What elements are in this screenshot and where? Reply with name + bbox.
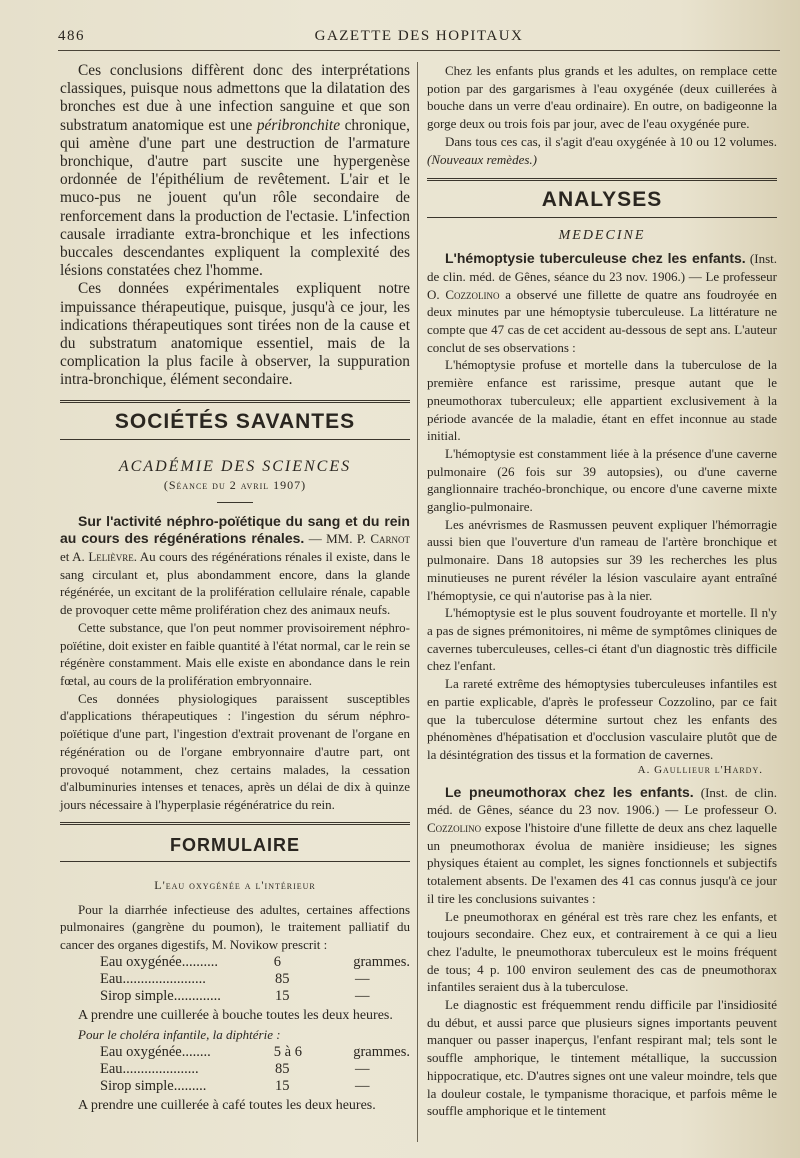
recipe-row: Eau oxygénée.......... 6 grammes. [100,953,410,970]
journal-title: GAZETTE DES HOPITAUX [314,28,524,44]
subsection-academie: ACADÉMIE DES SCIENCES [118,457,352,475]
recipe-row: Sirop simple......... 15 — [100,1078,370,1095]
continued-paragraph-2: Dans tous ces cas, il s'agit d'eau oxygénée à 10 ou 12 volumes. (Nouveaux remèdes.) [427,133,777,167]
article-nephropoietique: Sur l'activité néphro-poïétique du sang et du rein au cours des régénérations rénales. — MM. P. Carnot et A. Lelièvre. Au cours des régénérations rénales il existe, dans le sang circulant et, plus abondamment encore, dans la glande régénérée, un excitant de la prolifération cellulaire rénale, capable de provoquer cette même prolifération chez des animaux neufs. [60,512,410,618]
recipe-row: Eau..................... 85 — [100,1061,370,1078]
continued-paragraph: Chez les enfants plus grands et les adultes, on remplace cette potion par des gargarismes à l'eau oxygénée (deux cuillerées à bouche dans un verre d'eau ordinaire). En outre, on badigeonne la gorge deux ou trois fois par jour, avec de l'eau oxygénée pure. [427,63,777,132]
recipe-row: Eau....................... 85 — [100,970,370,987]
section-heading-societes: SOCIÉTÉS SAVANTES [114,409,356,433]
analysis-paragraph: La rareté extrême des hémoptysies tuberculeuses infantiles est en partie explicable, d'après le professeur Cozzolino, par ce fait que la tuberculose détermine surtout chez les enfants des phénomènes d'hépatisation et d'occlusion vasculaire plutôt que de la désintégration des tissus et la formation de cavernes. [427,676,777,762]
analysis-paragraph: Le diagnostic est fréquemment rendu difficile par l'insidiosité du début, et aussi parce que plusieurs signes importants peuvent manquer ou passer inaperçus, l'enfant respirant mal; tels sont le souffle amphorique, le tintement métallique, la succussion hippocratique, etc. D'autres signes ont une valeur moindre, tels que la douleur costale, le tympanisme thoracique, et parfois même le souffle amphorique et le tintement [427,997,777,1119]
subsection-medecine: MEDECINE [558,228,646,244]
article-paragraph: Cette substance, que l'on peut nommer provisoirement néphro-poïétine, doit exister en faible quantité à l'état normal, car le rein se régénère constamment. Mais elle existe en abondance dans le rein fœtal, au cours de la prolifération embryonnaire. [60,619,410,688]
analysis-pneumothorax: Le pneumothorax chez les enfants. (Inst. de clin. méd. de Gênes, séance du 23 nov. 1906.) — Le professeur O. Cozzolino expose l'histoire d'une fillette de deux ans chez laquelle un pneumothorax évolua de manière insidieuse; les signes physiques étaient au complet, les signes fonctionnels et subjectifs totalement absents. De l'examen des 41 cas connus jusqu'à ce jour il tire les conclusions suivantes : [427,783,778,906]
section-rule [60,822,410,825]
section-heading-analyses: ANALYSES [541,188,663,212]
article-paragraph: Ces données physiologiques paraissent susceptibles d'applications thérapeutiques : l'ingestion du sérum néphro-poïétique d'une part, l'ingestion d'extrait provenant de l'organe en régénération ou de l'organe embryonnaire d'autre part, ont provoqué notamment, chez certains malades, la cessation d'albuminuries intenses et tenaces, après un délai de dix à quinze jours nécessaire à l'hyperplasie régénératrice du rein. [60,690,410,812]
formula-title: L'eau oxygénée a l'intérieur [154,877,316,892]
column-divider [417,62,418,1142]
seance-date: (Séance du 2 avril 1907) [163,477,307,492]
analysis-paragraph: L'hémoptysie est constamment liée à la présence d'une caverne pulmonaire (26 fois sur 39 autopsies), ou d'une caverne ganglionnaire trachéo-bronchique, ou encore d'une caverne mixte ganglio-pulmonaire. [427,445,777,515]
section-rule [60,861,410,862]
intro-paragraph-2: Ces données expérimentales expliquent notre impuissance thérapeutique, puisque, jusqu'à ce jour, les indications thérapeutiques sont tirées non de la cause et du substratum anatomique essentiel, mais de la complication la plus facile à observer, la suppuration intra-bronchique, élément secondaire. [60,280,410,389]
recipe-2-intro: Pour le choléra infantile, la diphtérie : [78,1027,281,1043]
section-rule [60,400,410,403]
analysis-paragraph: Les anévrismes de Rasmussen peuvent expliquer l'hémorragie aussi bien que l'ouverture d'un rameau de l'artère bronchique et pulmonaire. Dans 18 autopsies sur 39 les recherches les plus minutieuses ne purent révéler la lésion vasculaire ayant entraîné l'hémoptysie, ce qui n'autorise pas à la nier. [427,516,777,603]
analysis-paragraph: L'hémoptysie profuse et mortelle dans la tuberculose de la première enfance est rarissime, presque autant que le pneumothorax tuberculeux; elle appartient exclusivement à la période avancée de la maladie, étant en effet inconnue au stade initial. [427,357,777,444]
running-header [58,28,780,50]
section-rule [427,178,777,181]
analysis-paragraph: Le pneumothorax en général est très rare chez les enfants, et toujours secondaire. Chez eux, et contrairement à ce qui a lieu chez l'adulte, le pneumothorax tuberculeux est le moins fréquent de tous; 4 p. 100 environ seulement des cas de pneumothorax infantiles seraient dus à la tuberculose. [427,908,777,995]
page-number: 486 [58,28,85,44]
recipe-2 [100,1044,410,1095]
left-column [60,62,410,1115]
recipe-1-note: A prendre une cuillerée à bouche toutes les deux heures. [78,1007,393,1023]
header-rule [58,50,780,51]
recipe-1 [100,954,410,1005]
formula-intro: Pour la diarrhée infectieuse des adultes, certaines affections pulmonaires (gangrène du poumon), le traitement palliatif du cancer des organes digestifs, M. Novikow prescrit : [60,901,410,953]
recipe-2-note: A prendre une cuillerée à café toutes les deux heures. [78,1098,376,1114]
section-heading-formulaire: FORMULAIRE [170,834,300,855]
intro-paragraph-1: Ces conclusions diffèrent donc des interprétations classiques, puisque nous admettons que la dilatation des bronches est due à une infection sanguine et que son substratum anatomique est une péribronchite chronique, qui amène d'une part une destruction de l'armature bronchique, d'autre part suscite une hypergenèse ordonnée de l'épithélium de revêtement. L'air et le muco-pus ne jouent qu'un rôle secondaire de renforcement dans la production de l'ectasie. L'infection causale irradiante extra-bronchique et les infections buccales descendantes expliquent la complexité des lésions constatées chez l'homme. [60,62,410,280]
section-rule [60,439,410,440]
recipe-row: Eau oxygénée........ 5 à 6 grammes. [100,1044,410,1061]
short-rule [217,502,253,503]
right-column [427,62,777,1120]
recipe-row: Sirop simple............. 15 — [100,987,370,1004]
analysis-hemoptysie: L'hémoptysie tuberculeuse chez les enfants. (Inst. de clin. méd. de Gênes, séance du 23 nov. 1906.) — Le professeur O. Cozzolino a observé une fillette de quatre ans foudroyée en deux minutes par une hémoptysie tuberculeuse. La littérature ne compte que 47 cas de cet accident au-dessous de sept ans. L'auteur conclut de ses observations : [427,250,778,355]
author-signature: A. Gaullieur l'Hardy. [637,763,763,776]
analysis-paragraph: L'hémoptysie est le plus souvent foudroyante et mortelle. Il n'y a pas de signes prémonitoires, ni même de symptômes cliniques de cavernes tuberculeuses, celles-ci étant d'un diagnostic très difficile chez l'enfant. [427,605,777,674]
section-rule [427,217,777,218]
